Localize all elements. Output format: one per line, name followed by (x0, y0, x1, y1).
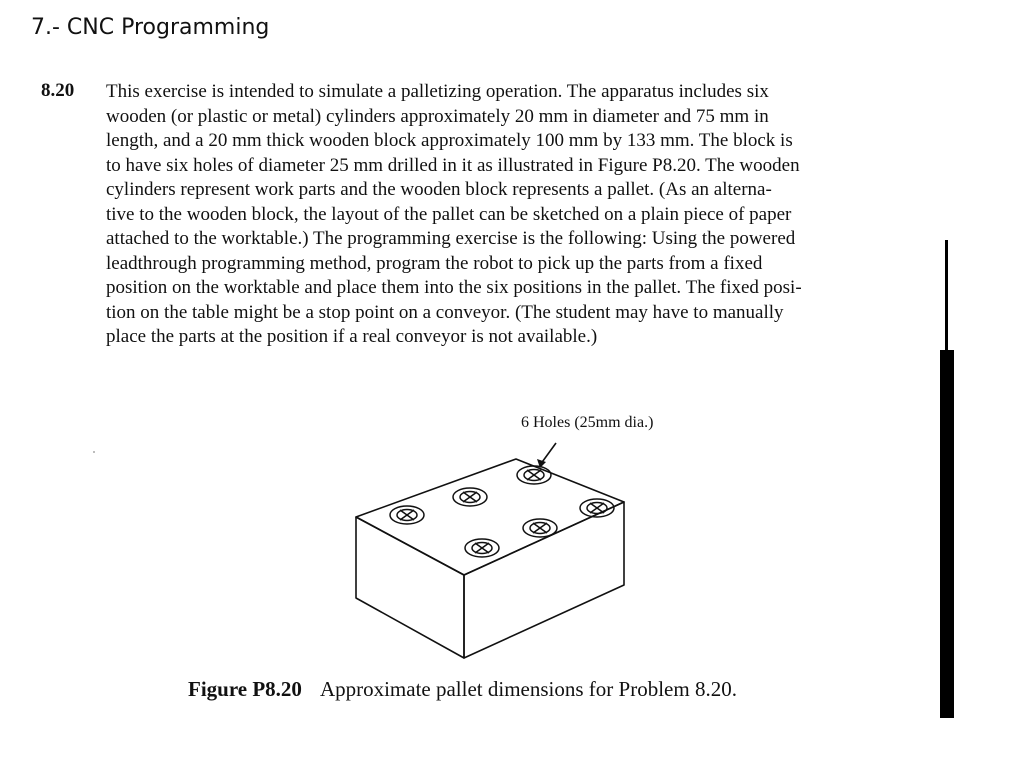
hole-label: 6 Holes (25mm dia.) (521, 414, 654, 431)
pallet-top-face (356, 459, 624, 575)
pallet-front-face (356, 517, 464, 658)
problem-number: 8.20 (41, 80, 75, 101)
figure-caption (188, 677, 737, 702)
hole-marker (517, 466, 551, 484)
hole-marker (523, 519, 557, 537)
figure-label: Figure P8.20 (188, 677, 302, 701)
scan-edge-bar (940, 350, 954, 718)
problem-line: cylinders represent work parts and the wooden block represents a pallet. (As an alterna- (106, 179, 772, 200)
problem-line: leadthrough programming method, program the robot to pick up the parts from a fixed (106, 252, 763, 274)
scan-speck (93, 451, 95, 453)
problem-line: position on the worktable and place them into the six positions in the pallet. The fixed posi- (106, 277, 802, 298)
problem-line: to have six holes of diameter 25 mm drilled in it as illustrated in Figure P8.20. The wooden (106, 154, 800, 176)
problem-line: This exercise is intended to simulate a palletizing operation. The apparatus includes six (106, 81, 769, 102)
problem-line: place the parts at the position if a real conveyor is not available.) (106, 326, 598, 347)
problem-line: tive to the wooden block, the layout of the pallet can be sketched on a plain piece of paper (106, 203, 792, 225)
hole-marker (453, 488, 487, 506)
hole-marker (390, 506, 424, 524)
problem-text (106, 80, 952, 350)
problem-line: attached to the worktable.) The programming exercise is the following: Using the powered (106, 228, 796, 249)
scan-edge-line (945, 240, 948, 352)
hole-marker (465, 539, 499, 557)
figure-caption-text: Approximate pallet dimensions for Problem 8.20. (319, 677, 737, 701)
slide-title: 7.- CNC Programming (31, 15, 270, 40)
problem-line: wooden (or plastic or metal) cylinders approximately 20 mm in diameter and 75 mm in (106, 105, 769, 127)
problem-line: tion on the table might be a stop point on a conveyor. (The student may have to manually (106, 301, 784, 323)
problem-line: length, and a 20 mm thick wooden block approximately 100 mm by 133 mm. The block is (106, 130, 793, 151)
pallet-diagram (340, 400, 640, 670)
